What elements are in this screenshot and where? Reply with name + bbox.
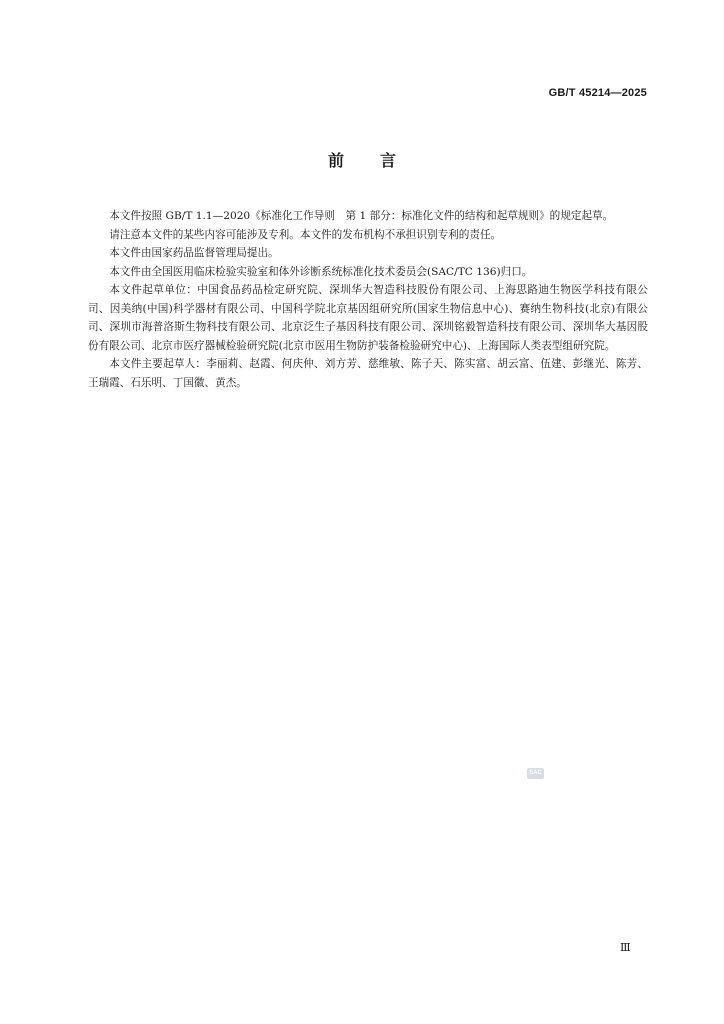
title-char-1: 前 bbox=[327, 151, 344, 170]
paragraph-drafting-rules: 本文件按照 GB/T 1.1—2020《标准化工作导则 第 1 部分：标准化文件的结构和起草规则》的规定起草。 bbox=[109, 210, 614, 222]
title-char-2: 言 bbox=[380, 151, 397, 170]
paragraph-drafters: 本文件主要起草人：李丽莉、赵霞、何庆仲、刘方芳、慈维敏、陈子天、陈实富、胡云富、伍建、彭继光、陈芳、王瑞霞、石乐明、丁国徽、黄杰。 bbox=[88, 358, 648, 389]
page-title bbox=[0, 148, 724, 171]
paragraph-proposer: 本文件由国家药品监督管理局提出。 bbox=[109, 247, 279, 259]
standard-code: GB/T 45214—2025 bbox=[548, 87, 647, 99]
page-number: Ⅲ bbox=[620, 941, 631, 954]
foreword-body bbox=[88, 207, 648, 392]
paragraph-committee: 本文件由全国医用临床检验实验室和体外诊断系统标准化技术委员会(SAC/TC 136)归口。 bbox=[109, 265, 533, 278]
paragraph-drafting-units: 本文件起草单位：中国食品药品检定研究院、深圳华大智造科技股份有限公司、上海思路迪生物医学科技有限公司、因美纳(中国)科学器材有限公司、中国科学院北京基因组研究所(国家生物信息中心)、赛纳生物科技(北京)有限公司、深圳市海普洛斯生物科技有限公司、北京泛生子基因科技有限公司、深圳铭毅智造科技有限公司、深圳华大基因股份有限公司、北京市医疗器械检验研究院(北京市医用生物防护装备检验研究中心)、上海国际人类表型组研究院。 bbox=[88, 284, 648, 352]
paragraph-patent-notice: 请注意本文件的某些内容可能涉及专利。本文件的发布机构不承担识别专利的责任。 bbox=[109, 228, 502, 241]
sac-watermark-logo: SAC bbox=[527, 768, 544, 779]
